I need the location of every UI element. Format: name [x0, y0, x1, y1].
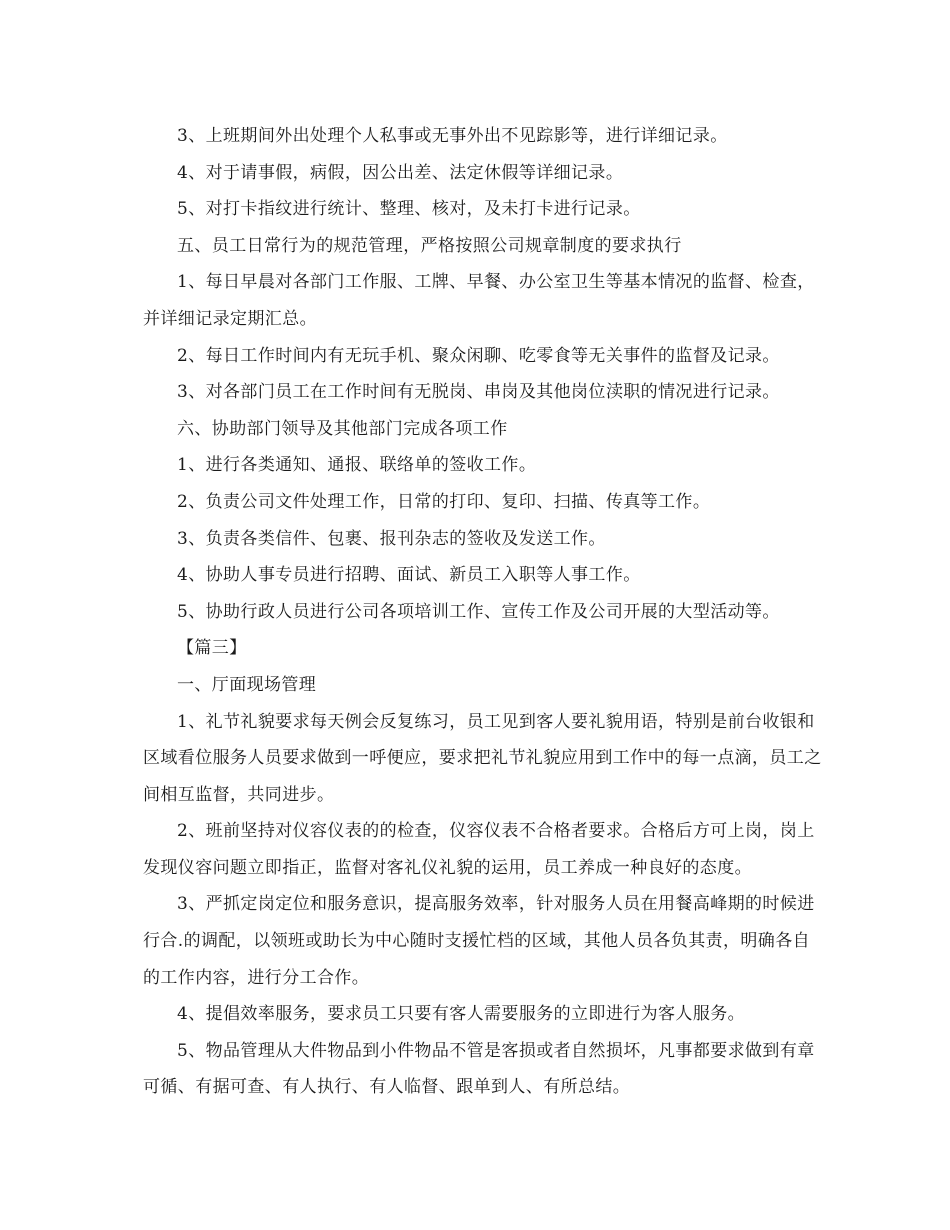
- paragraph: 4、提倡效率服务，要求员工只要有客人需要服务的立即进行为客人服务。: [177, 1004, 746, 1025]
- paragraph: 2、每日工作时间内有无玩手机、聚众闲聊、吃零食等无关事件的监督及记录。: [177, 345, 780, 366]
- document-page: [143, 118, 823, 1106]
- section-heading: 一、厅面现场管理: [177, 674, 317, 695]
- paragraph: 3、负责各类信件、包裹、报刊杂志的签收及发送工作。: [177, 528, 606, 549]
- paragraph: 1、每日早晨对各部门工作服、工牌、早餐、办公室卫生等基本情况的监督、检查，并详细记录定期汇总。: [143, 272, 815, 329]
- paragraph: 4、对于请事假，病假，因公出差、法定休假等详细记录。: [177, 162, 624, 183]
- section-heading: 六、协助部门领导及其他部门完成各项工作: [177, 418, 508, 439]
- part-title: 【篇三】: [177, 638, 247, 659]
- paragraph: 1、进行各类通知、通报、联络单的签收工作。: [177, 455, 537, 476]
- paragraph: 4、协助人事专员进行招聘、面试、新员工入职等人事工作。: [177, 565, 641, 586]
- paragraph: 2、负责公司文件处理工作，日常的打印、复印、扫描、传真等工作。: [177, 491, 711, 512]
- paragraph: 3、严抓定岗定位和服务意识，提高服务效率，针对服务人员在用餐高峰期的时候进行合.的调配，以领班或助长为中心随时支援忙档的区域，其他人员各负其责，明确各自的工作内容，进行分工合作。: [143, 894, 815, 988]
- paragraph: 3、对各部门员工在工作时间有无脱岗、串岗及其他岗位渎职的情况进行记录。: [177, 382, 780, 403]
- paragraph: 5、对打卡指纹进行统计、整理、核对，及未打卡进行记录。: [177, 199, 641, 220]
- paragraph: 2、班前坚持对仪容仪表的的检查，仪容仪表不合格者要求。合格后方可上岗，岗上发现仪容问题立即指正，监督对客礼仪礼貌的运用，员工养成一种良好的态度。: [143, 821, 815, 878]
- paragraph: 1、礼节礼貌要求每天例会反复练习，员工见到客人要礼貌用语，特别是前台收银和区域看位服务人员要求做到一呼便应，要求把礼节礼貌应用到工作中的每一点滴，员工之间相互监督，共同进步。: [143, 711, 822, 805]
- paragraph: 5、协助行政人员进行公司各项培训工作、宣传工作及公司开展的大型活动等。: [177, 601, 780, 622]
- paragraph: 5、物品管理从大件物品到小件物品不管是客损或者自然损坏，凡事都要求做到有章可循、有据可查、有人执行、有人临督、跟单到人、有所总结。: [143, 1040, 815, 1098]
- paragraph: 3、上班期间外出处理个人私事或无事外出不见踪影等，进行详细记录。: [177, 126, 728, 146]
- section-heading: 五、员工日常行为的规范管理，严格按照公司规章制度的要求执行: [177, 235, 682, 256]
